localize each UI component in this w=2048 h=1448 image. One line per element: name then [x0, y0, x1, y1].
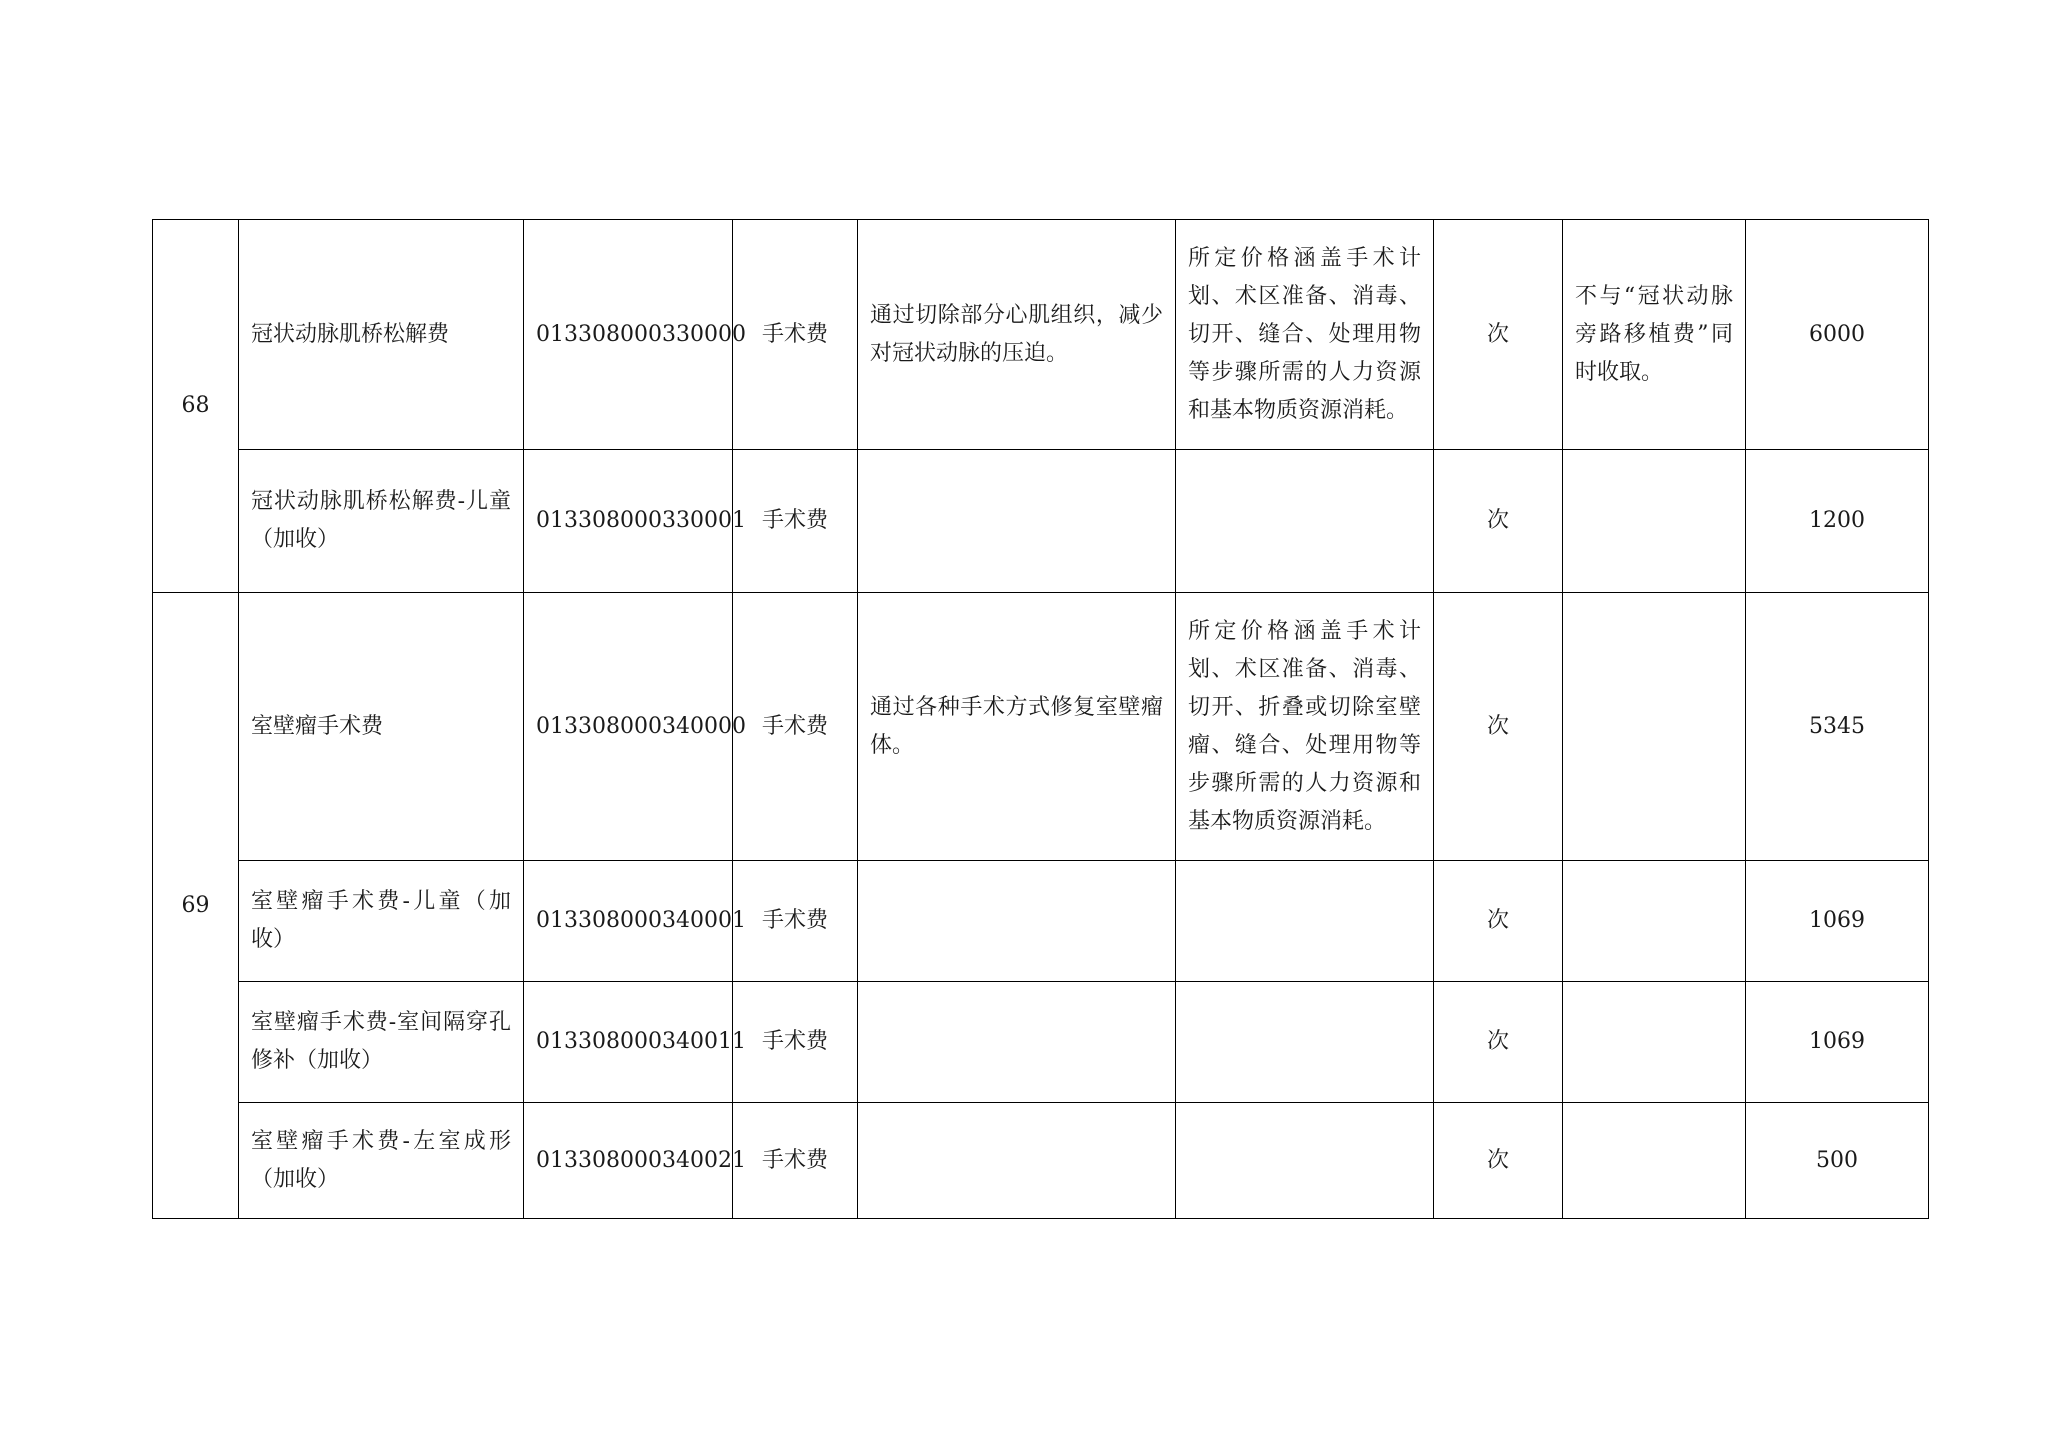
item-code: 013308000330001 — [524, 450, 733, 593]
table-row — [153, 982, 1929, 1103]
fee-category: 手术费 — [733, 861, 858, 982]
item-code: 013308000340000 — [524, 593, 733, 861]
table-row — [153, 861, 1929, 982]
item-name: 室壁瘤手术费-左室成形（加收） — [239, 1103, 524, 1219]
price-value: 1069 — [1746, 982, 1929, 1103]
item-name: 室壁瘤手术费 — [239, 593, 524, 861]
service-content: 通过切除部分心肌组织，减少对冠状动脉的压迫。 — [858, 220, 1176, 450]
price-scope — [1176, 982, 1434, 1103]
item-code: 013308000340001 — [524, 861, 733, 982]
pricing-unit: 次 — [1434, 450, 1563, 593]
item-code: 013308000340021 — [524, 1103, 733, 1219]
fee-category: 手术费 — [733, 593, 858, 861]
price-value: 500 — [1746, 1103, 1929, 1219]
item-number: 69 — [153, 593, 239, 1219]
service-content — [858, 1103, 1176, 1219]
price-scope: 所定价格涵盖手术计划、术区准备、消毒、切开、折叠或切除室壁瘤、缝合、处理用物等步骤所需的人力资源和基本物质资源消耗。 — [1176, 593, 1434, 861]
price-scope: 所定价格涵盖手术计划、术区准备、消毒、切开、缝合、处理用物等步骤所需的人力资源和基本物质资源消耗。 — [1176, 220, 1434, 450]
pricing-unit: 次 — [1434, 593, 1563, 861]
table-row — [153, 220, 1929, 450]
remarks — [1563, 593, 1746, 861]
pricing-unit: 次 — [1434, 220, 1563, 450]
price-scope — [1176, 1103, 1434, 1219]
price-scope — [1176, 450, 1434, 593]
service-content — [858, 982, 1176, 1103]
item-code: 013308000340011 — [524, 982, 733, 1103]
pricing-unit: 次 — [1434, 982, 1563, 1103]
fee-category: 手术费 — [733, 220, 858, 450]
fee-category: 手术费 — [733, 450, 858, 593]
item-name: 冠状动脉肌桥松解费-儿童（加收） — [239, 450, 524, 593]
remarks — [1563, 982, 1746, 1103]
item-code: 013308000330000 — [524, 220, 733, 450]
price-value: 6000 — [1746, 220, 1929, 450]
table-row — [153, 1103, 1929, 1219]
table-row — [153, 450, 1929, 593]
remarks — [1563, 861, 1746, 982]
remarks — [1563, 450, 1746, 593]
item-name: 室壁瘤手术费-室间隔穿孔修补（加收） — [239, 982, 524, 1103]
pricing-unit: 次 — [1434, 1103, 1563, 1219]
remarks — [1563, 1103, 1746, 1219]
price-value: 5345 — [1746, 593, 1929, 861]
table-row — [153, 593, 1929, 861]
remarks: 不与“冠状动脉旁路移植费”同时收取。 — [1563, 220, 1746, 450]
item-name: 冠状动脉肌桥松解费 — [239, 220, 524, 450]
item-number: 68 — [153, 220, 239, 593]
item-name: 室壁瘤手术费-儿童（加收） — [239, 861, 524, 982]
fee-category: 手术费 — [733, 982, 858, 1103]
pricing-unit: 次 — [1434, 861, 1563, 982]
fee-table — [152, 219, 1929, 1219]
price-value: 1069 — [1746, 861, 1929, 982]
service-content: 通过各种手术方式修复室壁瘤体。 — [858, 593, 1176, 861]
service-content — [858, 861, 1176, 982]
fee-category: 手术费 — [733, 1103, 858, 1219]
service-content — [858, 450, 1176, 593]
price-value: 1200 — [1746, 450, 1929, 593]
price-scope — [1176, 861, 1434, 982]
